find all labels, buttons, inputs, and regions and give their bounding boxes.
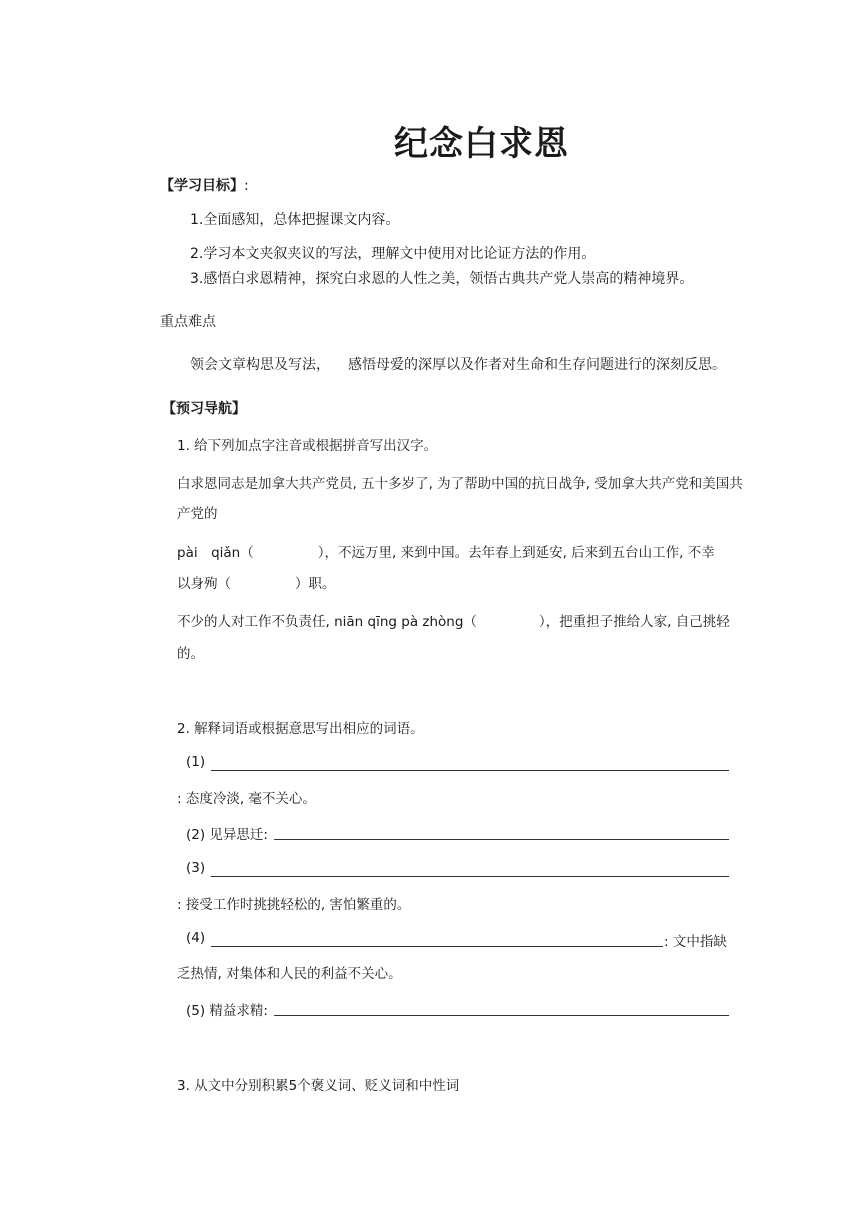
q1-line-5-start: 不少的人对工作不负责任, niān qīng pà zhòng（: [177, 614, 477, 630]
q2-item-1-num: (1): [186, 754, 206, 770]
q2-item-2-label: 见异思迁:: [209, 827, 268, 843]
q2-item-1-answer-line[interactable]: [211, 770, 729, 771]
q2-item-5: [186, 999, 268, 1019]
q1-prompt: 1. 给下列加点字注音或根据拼音写出汉字。: [177, 438, 438, 454]
q1-pinyin-paiqian: pài qiǎn: [177, 545, 241, 561]
q2-item-3-answer-line[interactable]: [211, 876, 729, 877]
q1-line-3: [177, 541, 715, 561]
q2-item-2-answer-line[interactable]: [274, 839, 729, 840]
q2-item-4-answer-line[interactable]: [211, 946, 663, 947]
q2-item-5-label: 精益求精:: [209, 1003, 268, 1019]
q1-line-6: 的。: [177, 646, 204, 662]
q2-item-1-tail: : 态度冷淡, 毫不关心。: [177, 791, 316, 807]
goals-heading-row: [160, 175, 249, 195]
q1-line-1: 白求恩同志是加拿大共产党员, 五十多岁了, 为了帮助中国的抗日战争, 受加拿大共产党和美国共: [177, 476, 743, 492]
q2-item-5-answer-line[interactable]: [274, 1015, 729, 1016]
goal-item-2: 2.学习本文夹叙夹议的写法，理解文中使用对比论证方法的作用。: [190, 246, 596, 262]
q1-line-4-end: ）职。: [295, 576, 336, 592]
q2-item-3-tail: : 接受工作时挑挑轻松的, 害怕繁重的。: [177, 897, 411, 913]
key-points-heading: 重点难点: [160, 314, 216, 330]
q1-line-5: [177, 610, 730, 630]
key-points-part1: 领会文章构思及写法，: [190, 357, 330, 373]
q1-line-3-rest: ），不远万里, 来到中国。去年春上到延安, 后来到五台山工作, 不幸: [317, 545, 715, 561]
q2-prompt: 2. 解释词语或根据意思写出相应的词语。: [177, 721, 424, 737]
goals-heading: 【学习目标】: [160, 178, 244, 194]
q2-item-3-num: (3): [186, 860, 206, 876]
q1-line-4: [177, 572, 336, 592]
q1-line-4-start: 以身殉（: [177, 576, 231, 592]
q2-item-4-tail: 乏热情, 对集体和人民的利益不关心。: [177, 966, 402, 982]
preview-heading: 【预习导航】: [162, 401, 246, 417]
q2-item-2-num: (2): [186, 827, 206, 843]
q1-open-paren: （: [240, 545, 254, 561]
goal-item-1: 1.全面感知，总体把握课文内容。: [190, 212, 400, 228]
key-points-text: [190, 354, 726, 374]
q1-line-5-end: ），把重担子推给人家, 自己挑轻: [538, 614, 730, 630]
goals-colon: :: [244, 178, 249, 194]
q1-line-2: 产党的: [177, 506, 218, 522]
key-points-part2: 感悟母爱的深厚以及作者对生命和生存问题进行的深刻反思。: [348, 357, 726, 373]
document-title: 纪念白求恩: [394, 124, 569, 164]
q2-item-4-num: (4): [186, 930, 206, 946]
goal-item-3: 3.感悟白求恩精神，探究白求恩的人性之美，领悟古典共产党人崇高的精神境界。: [190, 271, 694, 287]
q2-item-5-num: (5): [186, 1003, 206, 1019]
q2-item-2: [186, 823, 268, 843]
q2-item-4-tail-inline: : 文中指缺: [664, 934, 727, 950]
q3-prompt: 3. 从文中分别积累5个褒义词、贬义词和中性词: [177, 1078, 460, 1094]
